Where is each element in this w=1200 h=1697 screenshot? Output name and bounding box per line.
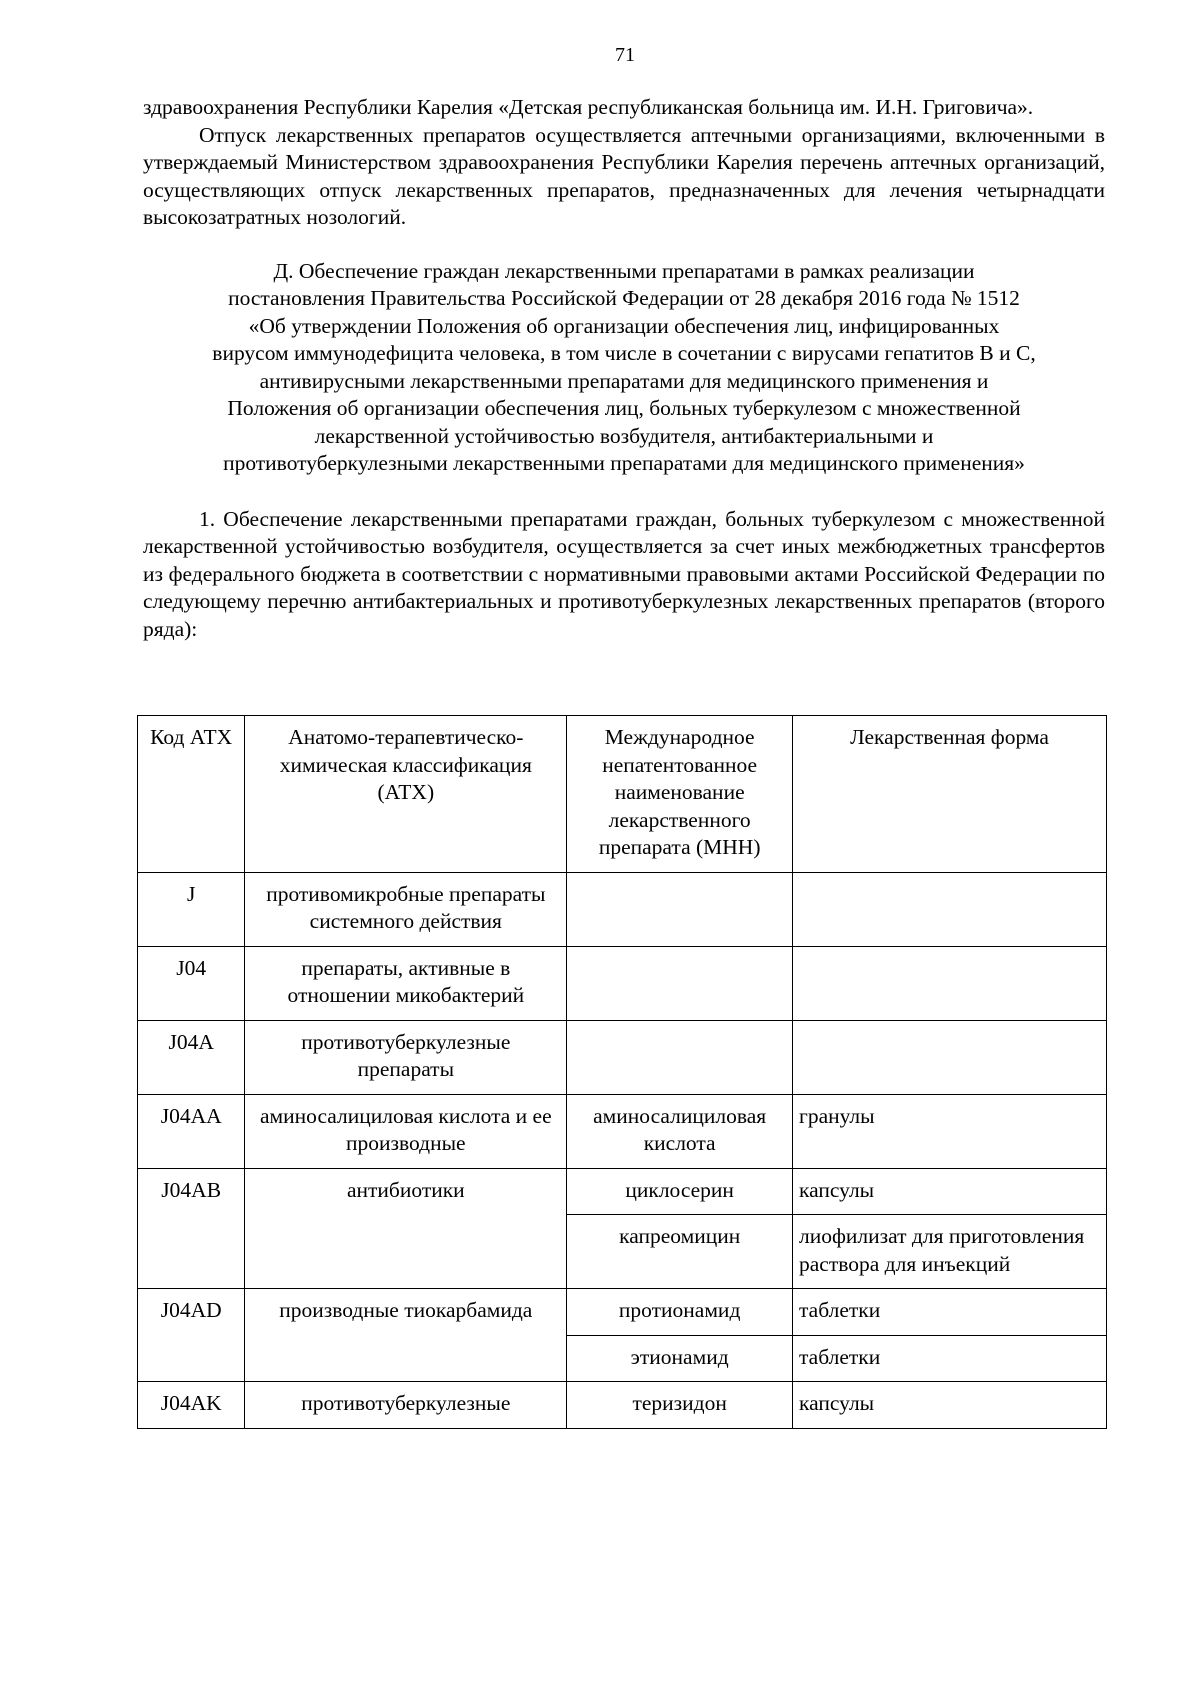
cell-mnn: капреомицин: [567, 1215, 793, 1289]
header-atx: Анатомо-терапевтическо-химическая классификация (АТХ): [245, 716, 567, 873]
cell-atx: [245, 1335, 567, 1382]
document-body: [143, 94, 1105, 643]
atx-drug-table: [137, 715, 1107, 1429]
cell-form: гранулы: [793, 1094, 1107, 1168]
header-mnn: Международное непатентованное наименование лекарственного препарата (МНН): [567, 716, 793, 873]
cell-mnn: этионамид: [567, 1335, 793, 1382]
section-heading: [143, 258, 1105, 478]
header-code: Код АТХ: [138, 716, 245, 873]
section-heading-line: вирусом иммунодефицита человека, в том числе в сочетании с вирусами гепатитов B и C,: [212, 341, 1036, 365]
cell-atx: производные тиокарбамида: [245, 1289, 567, 1336]
cell-atx: аминосалициловая кислота и ее производные: [245, 1094, 567, 1168]
item-paragraph: 1. Обеспечение лекарственными препаратами граждан, больных туберкулезом с множественной лекарственной устойчивостью возбудителя, осуществляется за счет иных межбюджетных трансфертов из федерального бюджета в соответствии с нормативными правовыми актами Российской Федерации по следующему перечню антибактериальных и противотуберкулезных лекарственных препаратов (второго ряда):: [143, 506, 1105, 641]
cell-code: [138, 1335, 245, 1382]
table-row: [138, 946, 1107, 1020]
cell-code: J04AD: [138, 1289, 245, 1336]
table-row: [138, 872, 1107, 946]
table-row: [138, 1289, 1107, 1336]
cell-atx: препараты, активные в отношении микобактерий: [245, 946, 567, 1020]
cell-code: J04: [138, 946, 245, 1020]
cell-form: капсулы: [793, 1382, 1107, 1429]
cell-atx: [245, 1215, 567, 1289]
table-row: [138, 1020, 1107, 1094]
cell-mnn: циклосерин: [567, 1168, 793, 1215]
cell-code: [138, 1215, 245, 1289]
cell-code: J04A: [138, 1020, 245, 1094]
cell-mnn: [567, 872, 793, 946]
intro-paragraph: Отпуск лекарственных препаратов осуществляется аптечными организациями, включенными в утверждаемый Министерством здравоохранения Республики Карелия перечень аптечных организаций, осуществляющих отпуск лекарственных препаратов, предназначенных для лечения четырнадцати высокозатратных нозологий.: [143, 122, 1105, 229]
cell-atx: антибиотики: [245, 1168, 567, 1215]
page-number: 71: [615, 44, 635, 66]
section-heading-line: постановления Правительства Российской Федерации от 28 декабря 2016 года № 1512: [228, 286, 1020, 310]
section-heading-line: «Об утверждении Положения об организации обеспечения лиц, инфицированных: [248, 313, 1000, 338]
cell-form: [793, 1020, 1107, 1094]
cell-form: таблетки: [793, 1335, 1107, 1382]
table-row: [138, 1168, 1107, 1215]
cell-atx: противотуберкулезные: [245, 1382, 567, 1429]
section-heading-line: антивирусными лекарственными препаратами для медицинского применения и: [259, 368, 989, 393]
intro-paragraph-continued: здравоохранения Республики Карелия «Детская республиканская больница им. И.Н. Григовича».: [143, 95, 1034, 119]
table-row: [138, 1382, 1107, 1429]
cell-mnn: аминосалициловая кислота: [567, 1094, 793, 1168]
cell-mnn: протионамид: [567, 1289, 793, 1336]
table-row: [138, 1094, 1107, 1168]
section-heading-line: Д. Обеспечение граждан лекарственными препаратами в рамках реализации: [273, 258, 975, 283]
cell-mnn: [567, 1020, 793, 1094]
table-header-row: [138, 716, 1107, 873]
cell-code: J: [138, 872, 245, 946]
cell-code: J04AB: [138, 1168, 245, 1215]
cell-form: капсулы: [793, 1168, 1107, 1215]
cell-code: J04AK: [138, 1382, 245, 1429]
section-heading-line: противотуберкулезными лекарственными препаратами для медицинского применения»: [223, 451, 1025, 475]
section-heading-line: лекарственной устойчивостью возбудителя, антибактериальными и: [314, 423, 934, 448]
cell-form: [793, 872, 1107, 946]
table-row: [138, 1335, 1107, 1382]
cell-form: [793, 946, 1107, 1020]
cell-code: J04AA: [138, 1094, 245, 1168]
cell-mnn: [567, 946, 793, 1020]
section-heading-line: Положения об организации обеспечения лиц, больных туберкулезом с множественной: [227, 396, 1021, 420]
cell-atx: противотуберкулезные препараты: [245, 1020, 567, 1094]
cell-mnn: теризидон: [567, 1382, 793, 1429]
table-row: [138, 1215, 1107, 1289]
cell-atx: противомикробные препараты системного действия: [245, 872, 567, 946]
cell-form: лиофилизат для приготовления раствора для инъекций: [793, 1215, 1107, 1289]
cell-form: таблетки: [793, 1289, 1107, 1336]
header-form: Лекарственная форма: [793, 716, 1107, 873]
